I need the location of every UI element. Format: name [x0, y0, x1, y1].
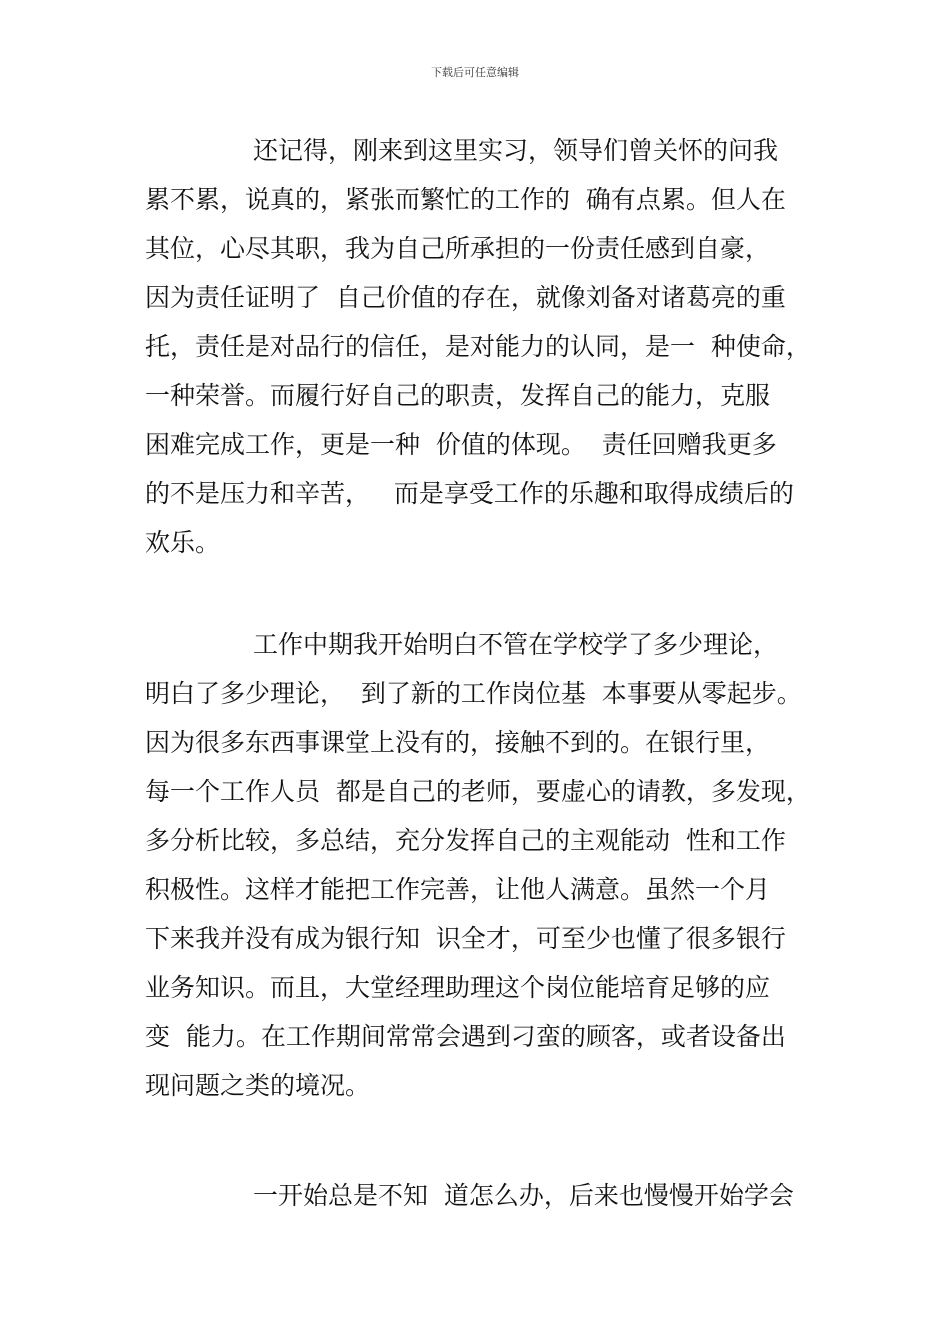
text-line: 现问题之类的境况。: [145, 1071, 371, 1100]
text-line: 积极性。这样才能把工作完善，让他人满意。虽然一个月: [145, 875, 771, 904]
page-header: 下载后可任意编辑: [431, 66, 519, 79]
text-line: 多分析比较，多总结，充分发挥自己的主观能动 性和工作: [145, 826, 786, 855]
paragraph-responsibility: [145, 136, 810, 577]
paragraph-beginning: [145, 1181, 810, 1230]
text-line: 托，责任是对品行的信任，是对能力的认同，是一 种使命，: [145, 332, 811, 361]
text-line: 一开始总是不知 道怎么办，后来也慢慢开始学会: [253, 1181, 794, 1210]
text-line: 累不累，说真的，紧张而繁忙的工作的 确有点累。但人在: [145, 185, 786, 214]
paragraph-mid-term: [145, 630, 810, 1120]
text-line: 一种荣誉。而履行好自己的职责，发挥自己的能力，克服: [145, 381, 771, 410]
text-line: 变 能力。在工作期间常常会遇到刁蛮的顾客，或者设备出: [145, 1022, 786, 1051]
text-line: 工作中期我开始明白不管在学校学了多少理论，: [253, 630, 779, 659]
text-line: 的不是压力和辛苦， 而是享受工作的乐趣和取得成绩后的: [145, 479, 794, 508]
text-line: 其位，心尽其职，我为自己所承担的一份责任感到自豪，: [145, 234, 771, 263]
text-line: 因为责任证明了 自己价值的存在，就像刘备对诸葛亮的重: [145, 283, 786, 312]
text-line: 下来我并没有成为银行知 识全才，可至少也懂了很多银行: [145, 924, 786, 953]
text-line: 欢乐。: [145, 528, 221, 557]
text-line: 还记得，刚来到这里实习，领导们曾关怀的问我: [253, 136, 779, 165]
text-line: 业务知识。而且，大堂经理助理这个岗位能培育足够的应: [145, 973, 771, 1002]
text-line: 明白了多少理论， 到了新的工作岗位基 本事要从零起步。: [145, 679, 802, 708]
text-line: 困难完成工作，更是一种 价值的体现。 责任回赠我更多: [145, 430, 777, 459]
text-line: 因为很多东西事课堂上没有的，接触不到的。在银行里，: [145, 728, 771, 757]
text-line: 每一个工作人员 都是自己的老师，要虚心的请教，多发现，: [145, 777, 811, 806]
